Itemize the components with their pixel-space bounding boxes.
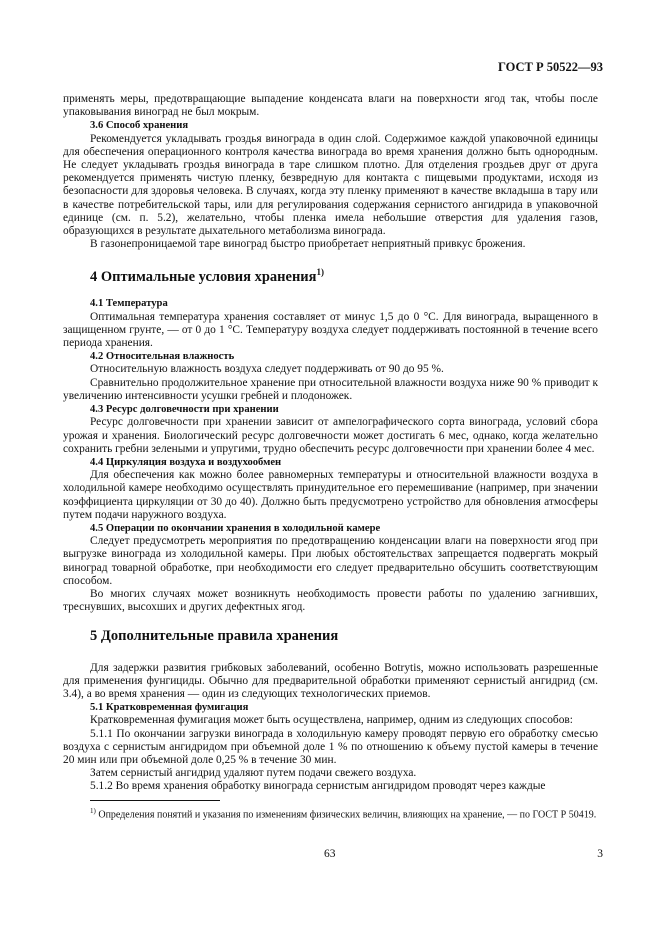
footnote-ref: 1) [316, 267, 325, 278]
section-4-2-heading: 4.2 Относительная влажность [90, 351, 235, 363]
section-4-2-text-1: Относительную влажность воздуха следует поддерживать от 90 до 95 %. [90, 363, 444, 376]
section-3-6-paragraph-2: В газонепроницаемой таре виноград быстро приобретает неприятный привкус брожения. [90, 238, 526, 251]
page-number-right: 3 [597, 848, 603, 860]
section-4-title: 4 Оптимальные условия хранения [90, 269, 317, 286]
section-4-5-text-2: Во многих случаях может возникнуть необходимость провести работы по удалению загнивших, треснувших, высохших и других дефектных ягод. [63, 587, 598, 614]
section-4-4-text: Для обеспечения как можно более равномерных температуры и относительной влажности воздуха в холодильной камере необходимо осуществлять принудительное его перемешивание (например, при значении коэффициента циркуляции от 30 до 40). Должно быть предусмотрено устройство для обновления атмосферы путем подачи наружного воздуха. [63, 469, 598, 521]
page-number-center: 63 [324, 848, 336, 860]
footnote-text: Определения понятий и указания по изменениям физических величин, влияющих на хранение, — по ГОСТ Р 50419. [98, 808, 597, 820]
section-4-1-text: Оптимальная температура хранения составляет от минус 1,5 до 0 °С. Для винограда, выращенного в защищенном грунте, — от 0 до 1 °С. Температуру воздуха следует поддерживать постоянной в течение всего периода хранения. [63, 310, 598, 350]
section-5-1-heading: 5.1 Кратковременная фумигация [90, 702, 249, 714]
footnote-divider [90, 800, 220, 801]
footnote-mark: 1) [90, 806, 96, 815]
section-3-6-heading: 3.6 Способ хранения [90, 120, 189, 132]
document-code: ГОСТ Р 50522—93 [497, 60, 603, 74]
section-5-1-text: Кратковременная фумигация может быть осуществлена, например, одним из следующих способов: [90, 714, 573, 727]
section-4-5-heading: 4.5 Операции по окончании хранения в холодильной камере [90, 522, 381, 534]
page-body [63, 93, 598, 821]
section-4-2-text-2: Сравнительно продолжительное хранение при относительной влажности воздуха ниже 90 % приводит к увеличению интенсивности усушки гребней и плодоножек. [63, 376, 598, 402]
section-5-intro: Для задержки развития грибковых заболеваний, особенно Botrytis, можно использовать разрешенные для применения фунгициды. Обычно для предварительной обработки применяют сернистый ангидрид (см. 3.4), а во время хранения — один из следующих технологических приемов. [63, 661, 598, 700]
intro-paragraph: применять меры, предотвращающие выпадение конденсата влаги на поверхности ягод так, чтобы после упаковывания виноград не был мокрым. [63, 93, 598, 119]
section-4-4-heading: 4.4 Циркуляция воздуха и воздухообмен [90, 456, 282, 468]
section-4-5-text-1: Следует предусмотреть мероприятия по предотвращению конденсации влаги на поверхности ягод при выгрузке винограда из холодильной камеры. При любых обстоятельствах запрещается подвергать мокрый виноград товарной обработке, при необходимости его следует предварительно обсушить соответствующим способом. [63, 535, 598, 587]
section-5-1-2-text: 5.1.2 Во время хранения обработку винограда сернистым ангидридом проводят через каждые [90, 780, 546, 793]
section-4-3-text: Ресурс долговечности при хранении зависит от ампелографического сорта винограда, условий сбора урожая и хранения. Биологический ресурс долговечности может достигать 6 мес, однако, когда желательно сохранить гребни зелеными и упругими, трудно обеспечить ресурс долговечности при хранении более 4 мес. [63, 416, 598, 455]
section-4-3-heading: 4.3 Ресурс долговечности при хранении [90, 404, 279, 416]
section-4-1-heading: 4.1 Температура [90, 298, 168, 310]
section-4-heading [90, 266, 598, 284]
section-3-6-paragraph-1: Рекомендуется укладывать гроздья винограда в один слой. Содержимое каждой упаковочной единицы для обеспечения операционного контроля качества винограда во время хранения должно быть однородным. Не следует укладывать гроздья винограда в таре слишком плотно. Для отделения гроздьев друг от друга рекомендуется применять чистую пленку, безвредную для контакта с пищевыми продуктами, исходя из безопасности для здоровья человека. В случаях, когда эту пленку применяют в качестве вкладыша в тару или в качестве потребительской тары, или для регулирования содержания сернистого ангидрида в упаковочной единице (см. п. 5.2), желательно, чтобы пленка имела небольшие отверстия для удаления газов, образующихся в результате дыхательного метаболизма винограда. [63, 132, 598, 238]
section-5-1-1-text: 5.1.1 По окончании загрузки винограда в холодильную камеру проводят первую его обработку смесью воздуха с сернистым ангидридом при объемной доле 1 % по отношению к объему пустой камеры в течение 20 мин или при объемной доле 0,25 % в течение 30 мин. [63, 727, 598, 766]
section-5-1-1-followup: Затем сернистый ангидрид удаляют путем подачи свежего воздуха. [90, 767, 417, 780]
footnote [63, 805, 598, 821]
section-5-heading: 5 Дополнительные правила хранения [90, 628, 339, 645]
